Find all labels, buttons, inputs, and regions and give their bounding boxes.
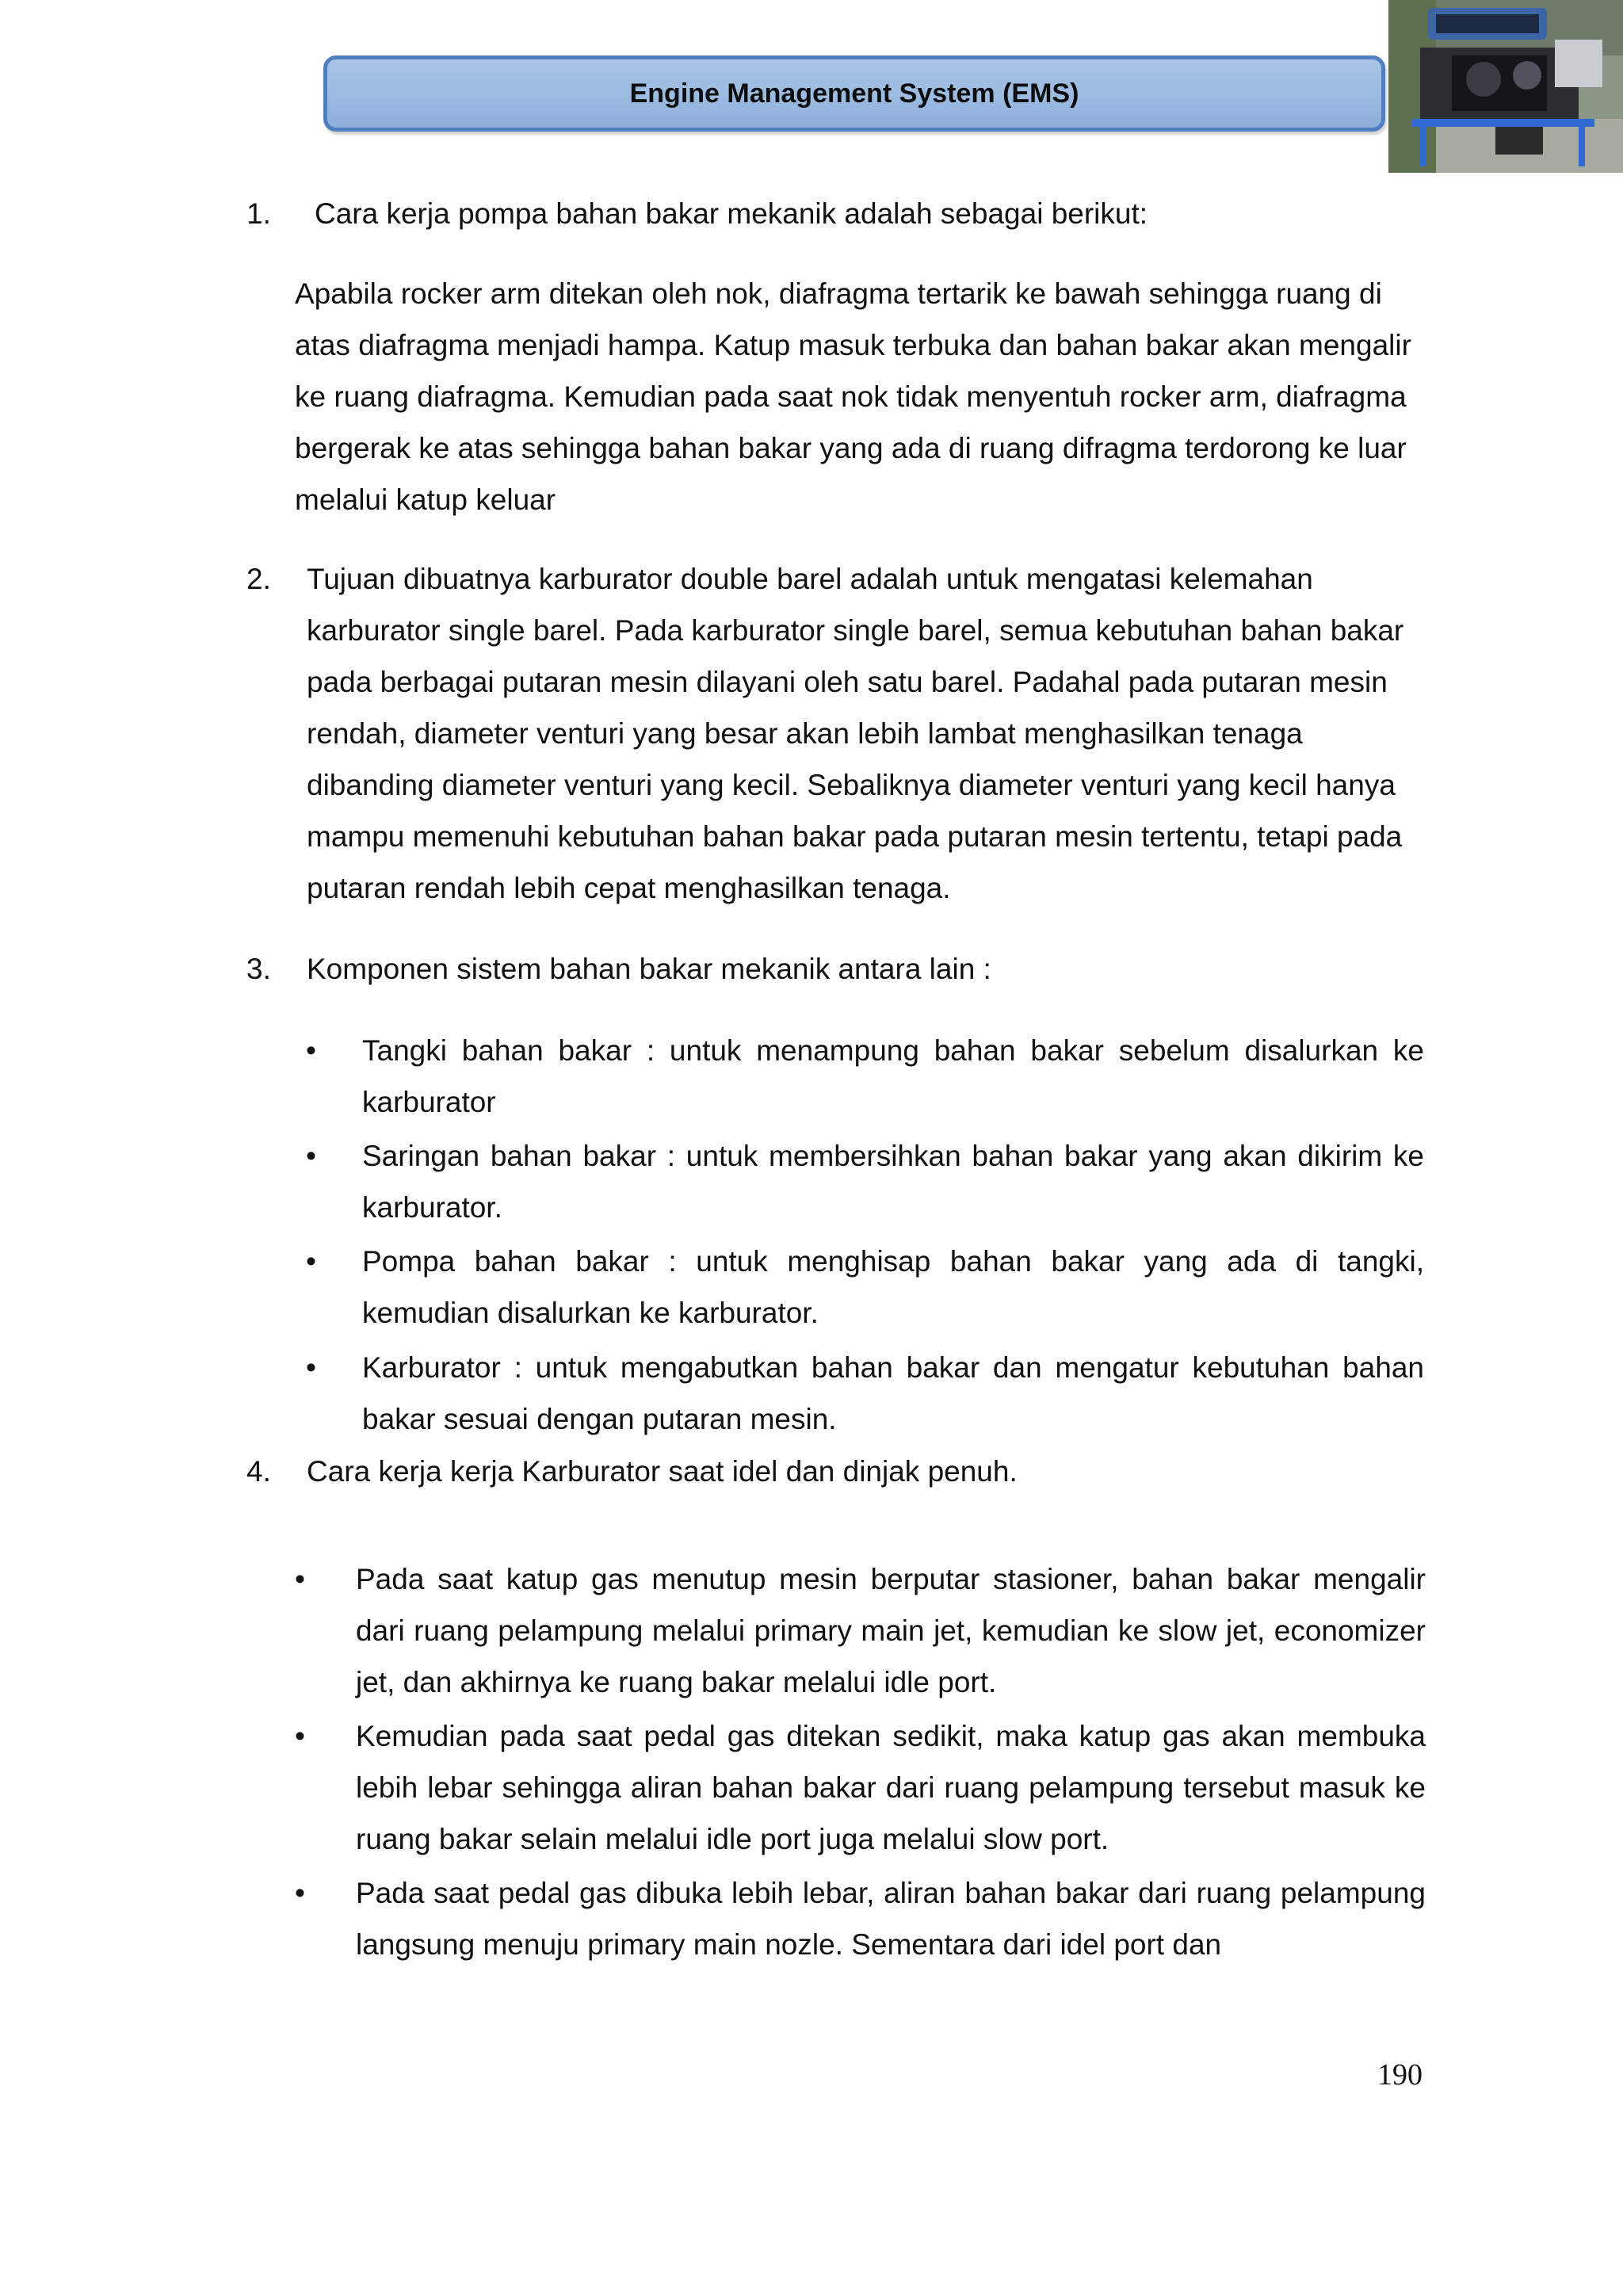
bullet-dot: • xyxy=(306,1245,316,1278)
header-title: Engine Management System (EMS) xyxy=(629,78,1079,109)
item-1-paragraph: Apabila rocker arm ditekan oleh nok, diafragma tertarik ke bawah sehingga ruang di atas diafragma menjadi hampa. Katup masuk terbuka dan bahan bakar akan mengalir ke ruang diafragma. Kemudian pada saat nok tidak menyentuh rocker arm, diafragma bergerak ke atas sehingga bahan bakar yang ada di ruang difragma terdorong ke luar melalui katup keluar xyxy=(295,277,1411,516)
bullet-dot: • xyxy=(295,1563,305,1595)
item-2-paragraph: Tujuan dibuatnya karburator double barel adalah untuk mengatasi kelemahan karburator single barel. Pada karburator single barel, semua kebutuhan bahan bakar pada berbagai putaran mesin dilayani oleh satu barel. Padahal pada putaran mesin rendah, diameter venturi yang besar akan lebih lambat menghasilkan tenaga dibanding diameter venturi yang kecil. Sebaliknya diameter venturi yang kecil hanya mampu memenuhi kebutuhan bahan bakar pada putaran mesin tertentu, tetapi pada putaran rendah lebih cepat menghasilkan tenaga. xyxy=(307,563,1404,904)
item-4-bullet-2: Kemudian pada saat pedal gas ditekan sedikit, maka katup gas akan membuka lebih lebar sehingga aliran bahan bakar dari ruang pelampung tersebut masuk ke ruang bakar selain melalui idle port juga melalui slow port. xyxy=(356,1720,1426,1855)
item-3-bullet-2: Saringan bahan bakar : untuk membersihkan bahan bakar yang akan dikirim ke karburator. xyxy=(362,1140,1424,1224)
bullet-dot: • xyxy=(306,1034,316,1067)
item-3-number: 3. xyxy=(246,953,271,985)
item-4-bullet-1: Pada saat katup gas menutup mesin berputar stasioner, bahan bakar mengalir dari ruang pelampung melalui primary main jet, kemudian ke slow jet, economizer jet, dan akhirnya ke ruang bakar melalui idle port. xyxy=(356,1563,1426,1698)
bullet-dot: • xyxy=(306,1140,316,1172)
page-number: 190 xyxy=(1377,2058,1423,2092)
item-3-bullet-3: Pompa bahan bakar : untuk menghisap bahan bakar yang ada di tangki, kemudian disalurkan ke karburator. xyxy=(362,1245,1424,1329)
item-4-heading: Cara kerja kerja Karburator saat idel dan dinjak penuh. xyxy=(307,1455,1018,1488)
engine-photo-illustration xyxy=(1388,0,1623,173)
item-1-heading: Cara kerja pompa bahan bakar mekanik adalah sebagai berikut: xyxy=(315,197,1148,230)
bullet-dot: • xyxy=(306,1351,316,1384)
item-1-number: 1. xyxy=(246,197,271,230)
item-2-number: 2. xyxy=(246,563,271,595)
item-3-heading: Komponen sistem bahan bakar mekanik antara lain : xyxy=(307,953,991,985)
bullet-dot: • xyxy=(295,1877,305,1909)
item-3-bullet-1: Tangki bahan bakar : untuk menampung bahan bakar sebelum disalurkan ke karburator xyxy=(362,1034,1424,1118)
item-4-bullet-3: Pada saat pedal gas dibuka lebih lebar, aliran bahan bakar dari ruang pelampung langsung menuju primary main nozle. Sementara dari idel port dan xyxy=(356,1877,1426,1961)
bullet-dot: • xyxy=(295,1720,305,1752)
item-3-bullet-4: Karburator : untuk mengabutkan bahan bakar dan mengatur kebutuhan bahan bakar sesuai dengan putaran mesin. xyxy=(362,1351,1424,1435)
item-4-number: 4. xyxy=(246,1455,271,1488)
chapter-header xyxy=(323,55,1385,132)
engine-trainer-photo xyxy=(1388,0,1623,173)
